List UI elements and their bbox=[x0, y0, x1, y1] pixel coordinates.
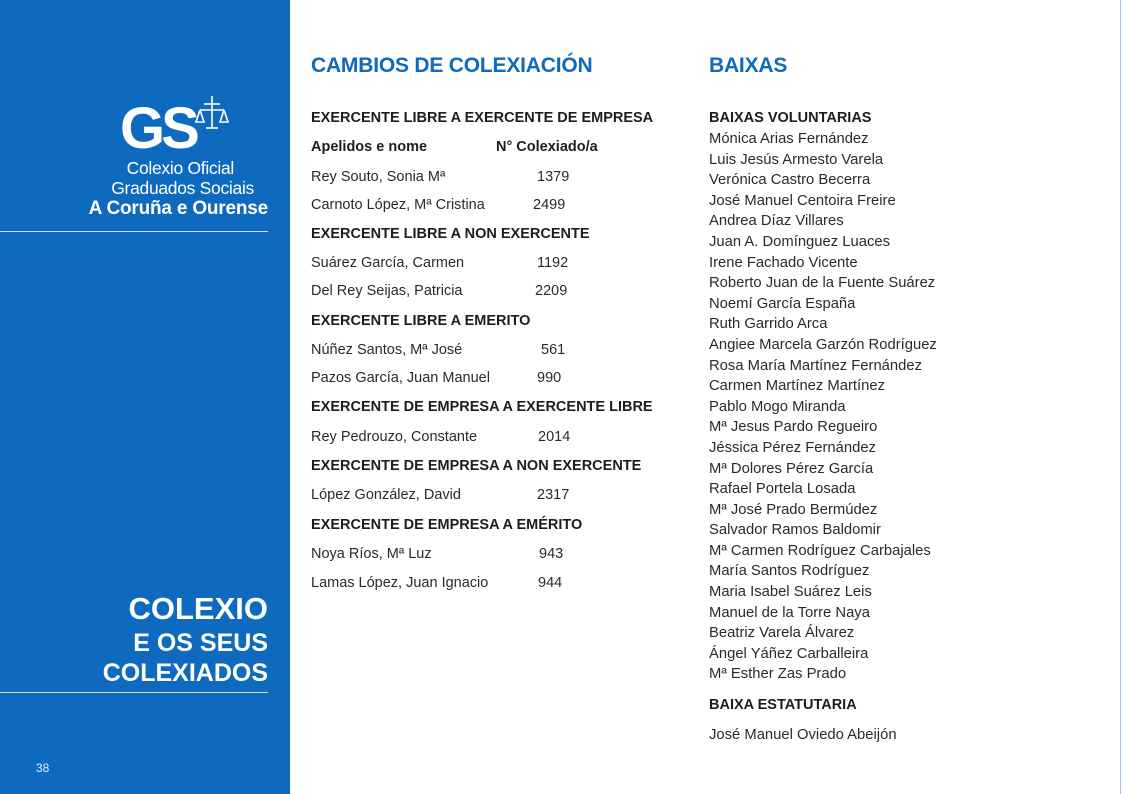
section-title bbox=[103, 590, 268, 688]
list-item: Mónica Arias Fernández bbox=[709, 131, 869, 147]
list-item: Rafael Portela Losada bbox=[709, 481, 856, 498]
member-name: Rey Souto, Sonia Mª bbox=[311, 169, 446, 185]
section-title-line-3: COLEXIADOS bbox=[102, 659, 268, 687]
member-name: Rey Pedrouzo, Constante bbox=[311, 429, 478, 445]
member-name: Núñez Santos, Mª José bbox=[311, 342, 463, 358]
list-item: Mª Jesus Pardo Regueiro bbox=[709, 419, 878, 436]
college-logo bbox=[0, 94, 268, 220]
list-item: Andrea Díaz Villares bbox=[709, 213, 844, 230]
page-number: 38 bbox=[36, 761, 50, 775]
list-item: Mª José Prado Bermúdez bbox=[709, 501, 878, 518]
logo-line-1: Colexio Oficial bbox=[126, 158, 234, 178]
member-name: Pazos García, Juan Manuel bbox=[311, 370, 490, 386]
list-item: Ruth Garrido Arca bbox=[709, 316, 828, 333]
group-heading: EXERCENTE LIBRE A EMERITO bbox=[311, 313, 531, 329]
divider-top bbox=[0, 231, 268, 232]
member-number: 1192 bbox=[537, 255, 569, 271]
list-item: Irene Fachado Vicente bbox=[709, 254, 858, 271]
page-edge bbox=[1120, 0, 1121, 794]
list-item: Noemí García España bbox=[709, 295, 856, 312]
member-number: 944 bbox=[538, 575, 563, 591]
list-item: Carmen Martínez Martínez bbox=[709, 378, 885, 395]
list-item: Rosa María Martínez Fernández bbox=[709, 357, 923, 374]
voluntarias-heading: BAIXAS VOLUNTARIAS bbox=[709, 110, 872, 126]
member-number: 2499 bbox=[533, 197, 566, 213]
logo-line-2: Graduados Sociais bbox=[111, 178, 254, 198]
member-name: José Manuel Oviedo Abeijón bbox=[709, 727, 897, 743]
cambios-title: CAMBIOS DE COLEXIACIÓN bbox=[311, 54, 593, 77]
logo-mark-text: GS bbox=[120, 96, 196, 156]
list-item: Beatriz Varela Álvarez bbox=[709, 625, 855, 642]
member-number: 561 bbox=[541, 342, 566, 358]
list-item: Salvador Ramos Baldomir bbox=[709, 522, 881, 539]
group-heading: EXERCENTE DE EMPRESA A EXERCENTE LIBRE bbox=[311, 399, 653, 415]
list-item: Angiee Marcela Garzón Rodríguez bbox=[709, 336, 937, 353]
list-item: Mª Carmen Rodríguez Carbajales bbox=[709, 542, 931, 559]
group-heading: EXERCENTE DE EMPRESA A NON EXERCENTE bbox=[311, 458, 642, 474]
member-number: 2014 bbox=[538, 429, 571, 445]
list-item: Juan A. Domínguez Luaces bbox=[709, 233, 890, 250]
member-number: 2209 bbox=[535, 283, 568, 299]
section-title-line-1: COLEXIO bbox=[128, 591, 268, 626]
list-item: Manuel de la Torre Naya bbox=[709, 604, 870, 621]
group-heading: EXERCENTE LIBRE A NON EXERCENTE bbox=[311, 226, 590, 242]
voluntarias-list bbox=[709, 129, 937, 685]
member-number: 990 bbox=[537, 370, 562, 386]
sidebar-panel bbox=[0, 0, 290, 794]
list-item: Ángel Yáñez Carballeira bbox=[709, 645, 869, 662]
member-name: López González, David bbox=[311, 487, 461, 503]
list-item: Roberto Juan de la Fuente Suárez bbox=[709, 275, 936, 292]
list-item: Maria Isabel Suárez Leis bbox=[709, 584, 872, 601]
member-name: Suárez García, Carmen bbox=[311, 255, 465, 271]
col-number-header: N° Colexiado/a bbox=[496, 139, 598, 155]
member-name: Lamas López, Juan Ignacio bbox=[311, 575, 489, 591]
estatutaria-heading: BAIXA ESTATUTARIA bbox=[709, 697, 857, 713]
member-number: 1379 bbox=[537, 169, 570, 185]
logo-line-3: A Coruña e Ourense bbox=[88, 198, 268, 219]
list-item: Pablo Mogo Miranda bbox=[709, 398, 846, 415]
baixas-title: BAIXAS bbox=[709, 54, 788, 77]
list-item: Mª Dolores Pérez García bbox=[709, 460, 874, 477]
member-name: Noya Ríos, Mª Luz bbox=[311, 546, 432, 562]
section-title-line-2: E OS SEUS bbox=[133, 629, 268, 657]
col-name-header: Apelidos e nome bbox=[311, 139, 428, 155]
member-name: Carnoto López, Mª Cristina bbox=[311, 197, 485, 213]
group-heading: EXERCENTE LIBRE A EXERCENTE DE EMPRESA bbox=[311, 110, 654, 126]
logo-scales-icon bbox=[120, 94, 230, 156]
member-number: 943 bbox=[539, 546, 564, 562]
list-item: Jéssica Pérez Fernández bbox=[709, 439, 876, 456]
group-heading: EXERCENTE DE EMPRESA A EMÉRITO bbox=[311, 517, 583, 533]
divider-bottom bbox=[0, 692, 268, 693]
list-item: José Manuel Centoira Freire bbox=[709, 192, 896, 209]
member-number: 2317 bbox=[537, 487, 570, 503]
list-item: Verónica Castro Becerra bbox=[709, 172, 871, 189]
member-name: Del Rey Seijas, Patricia bbox=[311, 283, 463, 299]
list-item: Mª Esther Zas Prado bbox=[709, 666, 847, 683]
list-item: María Santos Rodríguez bbox=[709, 563, 870, 580]
list-item: Luis Jesús Armesto Varela bbox=[709, 151, 884, 168]
